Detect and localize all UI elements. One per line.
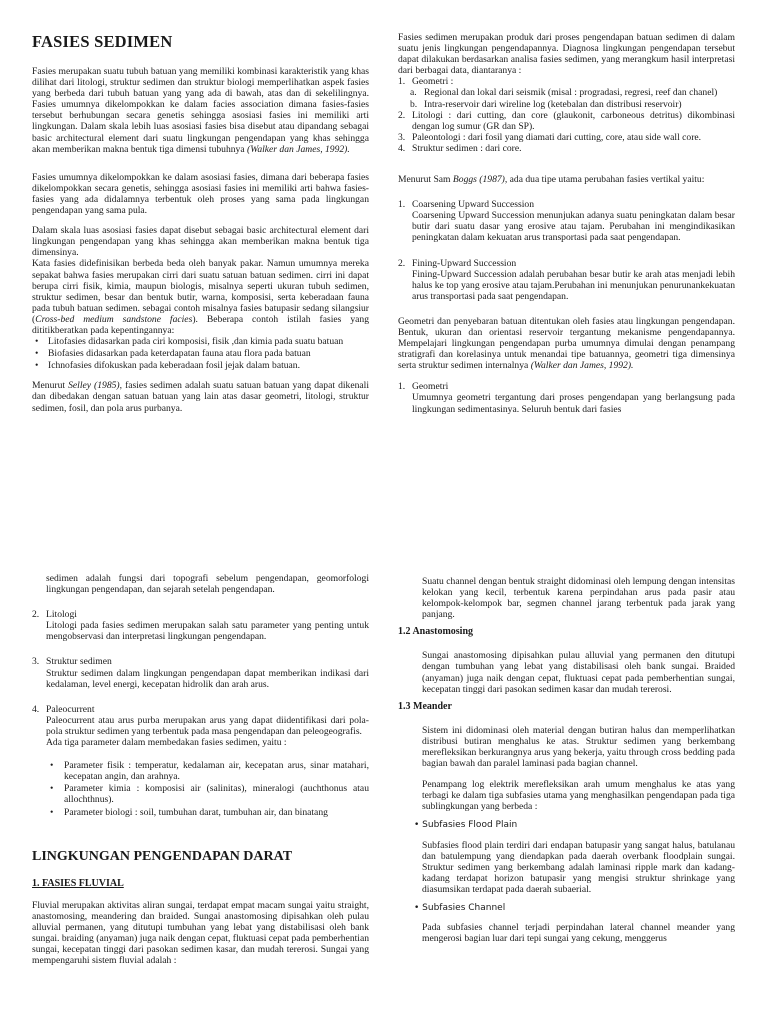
subsection-heading: 1. FASIES FLUVIAL xyxy=(32,877,124,889)
page2-right-column xyxy=(398,576,735,953)
paragraph: Fasies merupakan suatu tubuh batuan yang memiliki kombinasi karakteristik yang khas dilihat dari litologi, struktur sedimen dan struktur biologi memperlihatkan aspek fasies yang berbeda dari tubuh batuan yang yang ada di bawah, atas dan di sekelilingnya. Fasies umumnya dikelompokkan ke dalam facies association dimana fasies-fasies tersebut berhubungan secara genetis sehingga asosiasi fasies ini memiliki arti lingkungan. Dalam skala lebih luas asosiasi fasies bisa disebut atau dipandang sebagai basic architectural element dari suatu lingkungan pengendapan yang khas sehingga akan memberikan makna bentuk tiga dimensi tubuhnya (Walker dan James, 1992). xyxy=(32,66,369,155)
list-item: 4. Paleocurrent xyxy=(32,703,95,715)
paragraph: Geometri dan penyebaran batuan ditentukan oleh fasies atau lingkungan pengendapan. Bentuk, ukuran dan orientasi reservoir tergantung mekanisme pengendapannya. Mempelajari lingkungan pengendapan purba umumnya dimulai dengan penampang stratigrafi dan korelasinya untuk menandai tipe batuannya, geometri tiga dimensinya serta struktur sedimen internalnya (Walker dan James, 1992). xyxy=(398,315,735,372)
list-item: 2. Litologi xyxy=(32,609,77,621)
paragraph: Fining-Upward Succession adalah perubahan besar butir ke arah atas menjadi lebih halus ke top yang erosive atau tajam.Perubahan ini menunjukan penurunankekuatan arus transportasi pada saat pengendapan. xyxy=(412,268,735,302)
subfacies-heading: • Subfasies Flood Plain xyxy=(414,820,518,831)
paragraph: Ada tiga parameter dalam membedakan fasies sedimen, yaitu : xyxy=(46,737,287,749)
page-title: FASIES SEDIMEN xyxy=(32,32,173,51)
paragraph: Penampang log elektrik merefleksikan arah umum menghalus ke atas yang terbagi ke dalam tiga subfasies utama yang menghasilkan pengendapan pada tiga sublingkungan yang berbeda : xyxy=(422,779,735,813)
paragraph: Litologi pada fasies sedimen merupakan salah satu parameter yang penting untuk mengobservasi dan interpretasi lingkungan pengendapan. xyxy=(46,620,369,643)
list-item: 1. Geometri xyxy=(398,381,449,393)
paragraph: Fasies sedimen merupakan produk dari proses pengendapan batuan sedimen di dalam suatu jenis lingkungan pengendapannya. Diagnosa lingkungan pengendapan tersebut dapat dilakukan berdasarkan analisa fasies sedimen, yang merangkum hasil interpretasi dari berbagai data, diantaranya : xyxy=(398,32,735,77)
page2-left-column xyxy=(32,573,369,975)
list-item: 4. Struktur sedimen : dari core. xyxy=(398,142,522,154)
paragraph: Pada subfasies channel terjadi perpindahan lateral channel meander yang mengerosi bagian luar dari tepi sungai yang cekung, menggerus xyxy=(422,922,735,945)
paragraph: Struktur sedimen dalam lingkungan pengendapan dapat memberikan indikasi dari kedalaman, level energi, kecepatan hidrolik dan arah arus. xyxy=(46,667,369,690)
section-heading: LINGKUNGAN PENGENDAPAN DARAT xyxy=(32,848,293,864)
paragraph: Subfasies flood plain terdiri dari endapan batupasir yang sangat halus, batulanau dan batulempung yang diendapkan pada daerah overbank floodplain sungai. Struktur sedimen yang berkembang adalah laminasi ripple mark dan kadang-kadang terdapat horizon batupasir yang mengisi struktur shrinkage yang diasumsikan terdapat pada daerah subaerial. xyxy=(422,839,735,895)
paragraph: Menurut Selley (1985), fasies sedimen adalah suatu satuan batuan yang dapat dikenali dan dibedakan dengan satuan batuan yang lain atas dasar geometri, litologi, struktur sedimen, fosil, dan pola arus purbanya. xyxy=(32,380,369,414)
page1-right-column xyxy=(398,32,735,424)
data-source-list xyxy=(398,76,735,154)
list-item: 1. Geometri : xyxy=(398,76,454,88)
paragraph: Sungai anastomosing dipisahkan pulau alluvial yang permanen den ditutupi dengan tumbuhan yang lebat yang distabilisasi oleh bank sungai. Braided (anyaman) juga naik dengan cepat, fluktuasi cepat pada pemberhentian sungai, kecepatan tinggi dari pasokan sedimen kasar dan mudah tererosi. xyxy=(422,650,735,695)
facies-term-list xyxy=(32,336,369,371)
page1-left-column xyxy=(32,32,369,423)
paragraph: Paleocurrent atau arus purba merupakan arus yang dapat diidentifikasi dari pola-pola struktur sedimen yang terbentuk pada masa pengendapan dan peleogeografis. xyxy=(46,714,369,737)
paragraph: Fluvial merupakan aktivitas aliran sungai, terdapat empat macam sungai yaitu straight, anastomosing, meandering dan braided. Sungai anastomosing dipisahkan oleh pulau alluvial permanen, yang ditutupi tumbuhan yang lebat yang distabilisasi oleh bank sungai. braiding (anyaman) juga naik dengan cepat, fluktuasi cepat pada pemberhentian sungai, kecepatan tinggi dari pasokan sedimen kasar, dan mudah tererosi. Sungai yang mempengaruhi sistem fluvial adalah : xyxy=(32,899,369,967)
paragraph: Menurut Sam Boggs (1987), ada dua tipe utama perubahan fasies vertikal yaitu: xyxy=(398,174,705,186)
subsection-heading: 1.3 Meander xyxy=(398,700,452,712)
list-item: • Biofasies didasarkan pada keterdapatan fauna atau flora pada batuan xyxy=(35,348,311,360)
list-item: • Ichnofasies difokuskan pada keberadaan fosil jejak dalam batuan. xyxy=(35,360,301,372)
list-item: • Parameter fisik : temperatur, kedalaman air, kecepatan arus, sinar matahari, kecepatan angin, dan arahnya. xyxy=(50,760,369,783)
paragraph: Coarsening Upward Succession menunjukan adanya suatu peningkatan dalam besar butir dari suatu dasar yang erosive atau tajam. Perubahan ini mengindikasikan peningkatan dalam kekuatan arus transportasi pada saat pengendapan. xyxy=(412,210,735,244)
list-item: • Parameter kimia : komposisi air (salinitas), mineralogi (auchthonus atau allochthnus). xyxy=(50,783,369,806)
list-item: b. Intra-reservoir dari wireline log (ketebalan dan distribusi reservoir) xyxy=(410,98,682,110)
paragraph: Suatu channel dengan bentuk straight didominasi oleh lempung dengan intensitas kelokan yang kecil, terbentuk karena perpindahan arus pada pasir atau kelompok-kelompok bar, segmen channel jarang terbentuk pada jarak yang panjang. xyxy=(422,576,735,621)
paragraph: Sistem ini didominasi oleh material dengan butiran halus dan memperlihatkan distribusi butiran menghalus ke atas. Struktur sedimen yang berkembang merefleksikan berkurangnya arus yang bekerja, yaitu through cross bedding pada bagian bawah dan paralel laminasi pada bagian channel. xyxy=(422,724,735,770)
list-item: 1. Coarsening Upward Succession xyxy=(398,199,535,211)
paragraph: Kata fasies didefinisikan berbeda beda oleh banyak pakar. Namun umumnya mereka sepakat bahwa fasies merupakan cirri dari suatu satuan batuan sedimen. cirri ini dapat berupa cirri fisik, kimia, maupun biologis, misalnya seperti ukuran tubuh sedimen, struktur sedimen, besar dan bentuk butir, warna, komposisi, serta keberadaan fauna pada tubuh batuan sedimen. sebagai contoh misalnya fasies batupasir sedang silangsiur (Cross-bed medium sandstone facies). Beberapa contoh istilah fasies yang dititikberatkan pada kepentingannya: xyxy=(32,258,369,336)
subsection-heading: 1.2 Anastomosing xyxy=(398,626,474,638)
list-item: • Parameter biologi : soil, tumbuhan darat, tumbuhan air, dan binatang xyxy=(50,806,328,818)
list-item: 2. Litologi : dari cutting, dan core (glaukonit, carboneous detritus) dikombinasi dengan log sumur (GR dan SP). xyxy=(398,109,735,132)
list-item: 3. Struktur sedimen xyxy=(32,656,112,668)
subfacies-heading: • Subfasies Channel xyxy=(414,902,506,913)
paragraph: Umumnya geometri tergantung dari proses pengendapan yang berlangsung pada lingkungan sedimentasinya. Seluruh bentuk dari fasies xyxy=(412,392,735,415)
paragraph: Fasies umumnya dikelompokkan ke dalam asosiasi fasies, dimana dari beberapa fasies dikelompokkan secara genetis, sehingga asosiasi fasies ini memiliki arti bahwa fasies-fasies yang ada didalamnya terbentuk oleh proses yang sama pada lingkungan pengendapan yang sama pula. xyxy=(32,171,369,217)
list-item: • Litofasies didasarkan pada ciri komposisi, fisik ,dan kimia pada suatu batuan xyxy=(35,336,344,348)
list-item: 2. Fining-Upward Succession xyxy=(398,257,517,269)
paragraph: sedimen adalah fungsi dari topografi sebelum pengendapan, geomorfologi lingkungan pengendapan, dan sejarah setelah pengendapan. xyxy=(46,573,369,596)
parameter-list xyxy=(32,760,369,817)
paragraph: Dalam skala luas asosiasi fasies dapat disebut sebagai basic architectural element dari lingkungan pengendapan yang khas sehingga akan memberikan makna bentuk tiga dimensinya. xyxy=(32,225,369,259)
list-item: a. Regional dan lokal dari seismik (misal : progradasi, regresi, reef dan chanel) xyxy=(410,87,718,99)
list-item: 3. Paleontologi : dari fosil yang diamati dari cutting, core, atau side wall core. xyxy=(398,131,702,143)
